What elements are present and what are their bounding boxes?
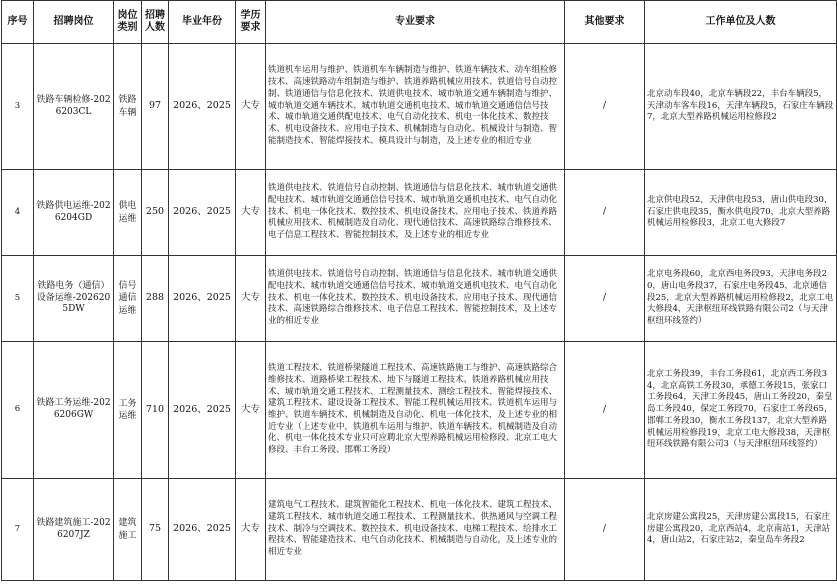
header-other: 其他要求 (565, 1, 645, 44)
header-year: 毕业年份 (169, 1, 236, 44)
row-position: 铁路供电运维-2026204GD (34, 170, 114, 256)
row-units: 北京动车段40，北京车辆段22，丰台车辆段5，天津动车客车段16，天津车辆段5，石家庄车辆段7，北京大型养路机械运用检修段2 (645, 44, 837, 170)
row-count: 75 (142, 479, 169, 581)
row-no: 6 (2, 342, 34, 479)
row-year: 2026、2025 (169, 342, 236, 479)
recruitment-table (1, 0, 837, 581)
table-row (2, 170, 837, 256)
row-category: 供电运维 (114, 170, 142, 256)
row-major: 铁道供电技术、铁道信号自动控制、铁道通信与信息化技术、城市轨道交通供配电技术、城市轨道交通通信信号技术、城市轨道交通机电技术、电气自动化技术、机电一体化技术、数控技术、机电设备技术、应用电子技术、铁道养路机械应用技术、机械制造及自动化、现代通信技术、高速铁路综合维修技术、电子信息工程技术、智能控制技术，及上述专业的相近专业 (266, 170, 565, 256)
row-major: 铁道供电技术、铁道信号自动控制、铁道通信与信息化技术、城市轨道交通供配电技术、城市轨道交通通信信号技术、城市轨道交通机电技术、电气自动化技术、机电一体化技术、数控技术、机电设备技术、应用电子技术、现代通信技术、高速铁路综合维修技术、电子信息工程技术、智能控制技术，及上述专业的相近专业 (266, 256, 565, 342)
table-header-row (2, 1, 837, 44)
table-row (2, 342, 837, 479)
row-count: 288 (142, 256, 169, 342)
row-other: / (565, 256, 645, 342)
row-units: 北京房建公寓段25，天津房建公寓段15，石家庄房建公寓段20，北京西站4，北京南站1，天津站4，唐山站2，石家庄站2，秦皇岛车务段2 (645, 479, 837, 581)
row-no: 4 (2, 170, 34, 256)
row-count: 97 (142, 44, 169, 170)
row-major: 铁道工程技术、铁道桥梁隧道工程技术、高速铁路施工与维护、高速铁路综合维修技术、道路桥梁工程技术、地下与隧道工程技术、铁道养路机械应用技术、城市轨道交通工程技术、工程测量技术、测绘工程技术、智能焊接技术、建筑工程技术、建设设备工程技术、智能工程机械运用技术、铁道机车运用与维护、铁道车辆技术、机械制造及自动化、机电一体化技术，及上述专业的相近专业（上述专业中，铁道机车运用与维护、铁道车辆技术、机械制造及自动化、机电一体化技术专业只可应聘北京大型养路机械运用检修段、北京工电大修段、丰台工务段、邯郸工务段） (266, 342, 565, 479)
row-no: 3 (2, 44, 34, 170)
row-major: 建筑电气工程技术、建筑智能化工程技术、机电一体化技术、建筑工程技术、建筑工程技术、城市轨道交通工程技术、工程测量技术、供热通风与空调工程技术、制冷与空调技术、数控技术、机电设备技术、电梯工程技术、给排水工程技术、智能建造技术、电气自动化技术、机械制造与自动化，及上述专业的相近专业 (266, 479, 565, 581)
row-no: 5 (2, 256, 34, 342)
header-category: 岗位类别 (114, 1, 142, 44)
header-no: 序号 (2, 1, 34, 44)
row-edu: 大专 (236, 479, 266, 581)
header-edu: 学历要求 (236, 1, 266, 44)
row-year: 2026、2025 (169, 256, 236, 342)
row-other: / (565, 44, 645, 170)
row-no: 7 (2, 479, 34, 581)
row-edu: 大专 (236, 170, 266, 256)
header-position: 招聘岗位 (34, 1, 114, 44)
table-row (2, 44, 837, 170)
table-row (2, 256, 837, 342)
row-position: 铁路电务（通信）设备运维-2026205DW (34, 256, 114, 342)
row-year: 2026、2025 (169, 479, 236, 581)
header-count: 招聘人数 (142, 1, 169, 44)
header-units: 工作单位及人数 (645, 1, 837, 44)
row-units: 北京工务段39，丰台工务段61，北京西工务段34，北京高铁工务段30，承德工务段15，张家口工务段64，天津工务段45，唐山工务段20，秦皇岛工务段40，保定工务段70，石家庄工务段65，邯郸工务段30，衡水工务段137，北京大型养路机械运用检修段19，北京工电大修段38，天津枢纽环线铁路有限公司3（与天津枢纽环线签约） (645, 342, 837, 479)
row-year: 2026、2025 (169, 44, 236, 170)
table-row (2, 479, 837, 581)
row-category: 建筑施工 (114, 479, 142, 581)
row-units: 北京电务段60，北京西电务段93，天津电务段20，唐山电务段37，石家庄电务段45，北京通信段25，北京大型养路机械运用检修段2，北京工电大修段4，天津枢纽环线铁路有限公司2（与天津枢纽环线签约） (645, 256, 837, 342)
row-position: 铁路建筑施工-2026207JZ (34, 479, 114, 581)
row-count: 710 (142, 342, 169, 479)
row-units: 北京供电段52，天津供电段53，唐山供电段30，石家庄供电段35，衡水供电段70，北京大型养路机械运用检修段3，北京工电大修段7 (645, 170, 837, 256)
row-year: 2026、2025 (169, 170, 236, 256)
row-category: 信号通信运维 (114, 256, 142, 342)
row-other: / (565, 479, 645, 581)
row-position: 铁路车辆检修-2026203CL (34, 44, 114, 170)
row-other: / (565, 342, 645, 479)
row-edu: 大专 (236, 342, 266, 479)
row-count: 250 (142, 170, 169, 256)
row-other: / (565, 170, 645, 256)
row-edu: 大专 (236, 44, 266, 170)
header-major: 专业要求 (266, 1, 565, 44)
row-category: 工务运维 (114, 342, 142, 479)
row-edu: 大专 (236, 256, 266, 342)
row-category: 铁路车辆 (114, 44, 142, 170)
row-major: 铁道机车运用与维护、铁道机车车辆制造与维护、铁道车辆技术、动车组检修技术、高速铁路动车组制造与维护、铁道养路机械应用技术、铁道信号自动控制、铁道通信与信息化技术、铁道供电技术、城市轨道交通车辆制造与维护、城市轨道交通车辆技术、城市轨道交通机电技术、城市轨道交通通信信号技术、城市轨道交通供配电技术、电气自动化技术、机电一体化技术、数控技术、机电设备技术、应用电子技术、机械制造与自动化、机械设计与制造、智能制造技术、智能焊接技术、模具设计与制造，及上述专业的相近专业 (266, 44, 565, 170)
row-position: 铁路工务运维-2026206GW (34, 342, 114, 479)
